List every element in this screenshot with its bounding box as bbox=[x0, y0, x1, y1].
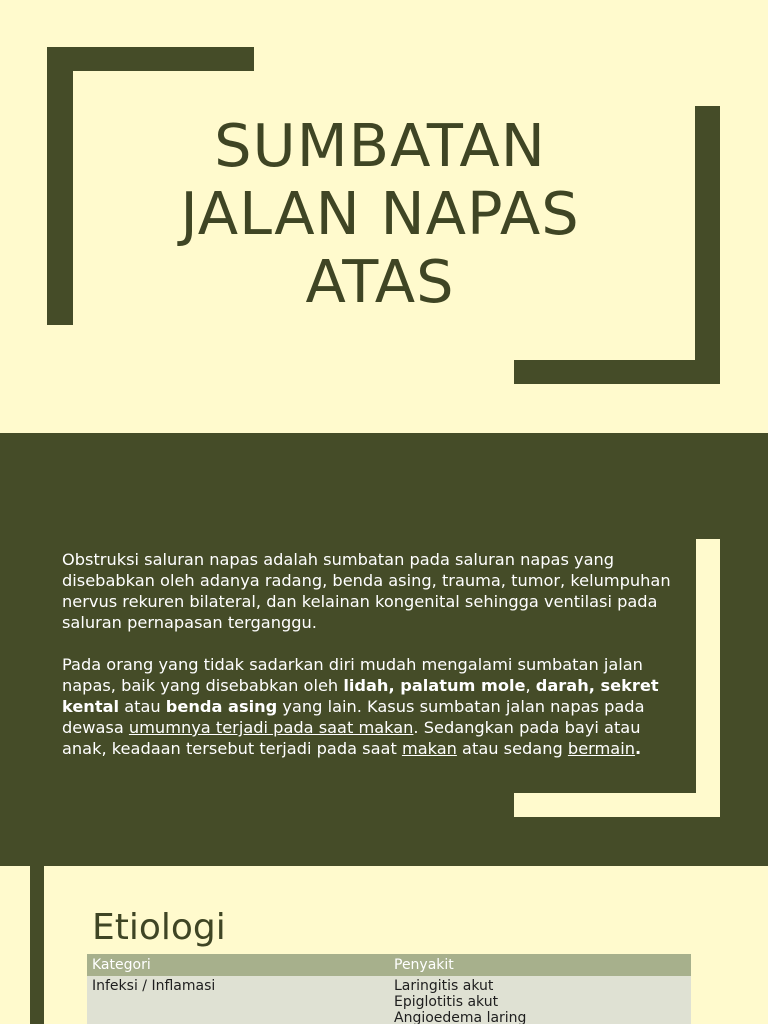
bold-text: darah, sekret kental bbox=[62, 676, 659, 716]
light-frame-vertical bbox=[696, 539, 720, 817]
disease-item: Epiglotitis akut bbox=[394, 994, 499, 1010]
paragraph-cases bbox=[62, 654, 682, 759]
title-line: SUMBATAN bbox=[214, 111, 546, 180]
table-row bbox=[87, 976, 691, 1024]
frame-corner-top-left-horizontal bbox=[47, 47, 254, 71]
frame-corner-top-left-vertical bbox=[47, 47, 73, 325]
bold-text: . bbox=[634, 739, 642, 758]
bold-text: lidah, palatum mole bbox=[343, 676, 526, 695]
title-line: ATAS bbox=[305, 247, 455, 316]
cell-penyakit bbox=[389, 976, 691, 1024]
underlined-text: bermain bbox=[567, 739, 635, 758]
header-penyakit: Penyakit bbox=[389, 954, 691, 976]
text-run: atau bbox=[119, 697, 166, 716]
etiology-table bbox=[87, 954, 691, 1024]
left-accent-bar bbox=[30, 866, 44, 1024]
paragraph-definition: Obstruksi saluran napas adalah sumbatan pada saluran napas yang disebabkan oleh adanya radang, benda asing, trauma, tumor, kelumpuhan nervus rekuren bilateral, dan kelainan kongenital sehingga ventilasi pada saluran pernapasan terganggu. bbox=[62, 550, 671, 632]
slide-definition bbox=[0, 433, 768, 866]
light-frame-horizontal bbox=[514, 793, 720, 817]
bold-text: benda asing bbox=[165, 697, 278, 716]
text-run: Pada orang yang tidak sadarkan diri mudah mengalami sumbatan jalan napas, baik yang disebabkan oleh bbox=[62, 655, 643, 695]
definition-text bbox=[62, 549, 682, 759]
disease-item: Laringitis akut bbox=[394, 978, 494, 994]
slide-title-text bbox=[130, 112, 630, 316]
underlined-text: makan bbox=[401, 739, 457, 758]
text-run: , bbox=[525, 676, 536, 695]
frame-corner-bottom-right-horizontal bbox=[514, 360, 720, 384]
cell-kategori: Infeksi / Inflamasi bbox=[87, 976, 389, 1024]
slide-title bbox=[0, 0, 768, 433]
text-run: yang lain. Kasus sumbatan jalan napas pada dewasa bbox=[62, 697, 645, 737]
etiology-title: Etiologi bbox=[92, 907, 226, 948]
table-header-row bbox=[87, 954, 691, 976]
disease-item: Angioedema laring bbox=[394, 1010, 527, 1024]
text-run: . Sedangkan pada bayi atau anak, keadaan tersebut terjadi pada saat bbox=[62, 718, 641, 758]
underlined-text: umumnya terjadi pada saat makan bbox=[128, 718, 414, 737]
slide-etiology bbox=[0, 866, 768, 1024]
title-line: JALAN NAPAS bbox=[180, 179, 580, 248]
frame-corner-bottom-right-vertical bbox=[695, 106, 720, 384]
header-kategori: Kategori bbox=[87, 954, 389, 976]
text-run: atau sedang bbox=[456, 739, 568, 758]
